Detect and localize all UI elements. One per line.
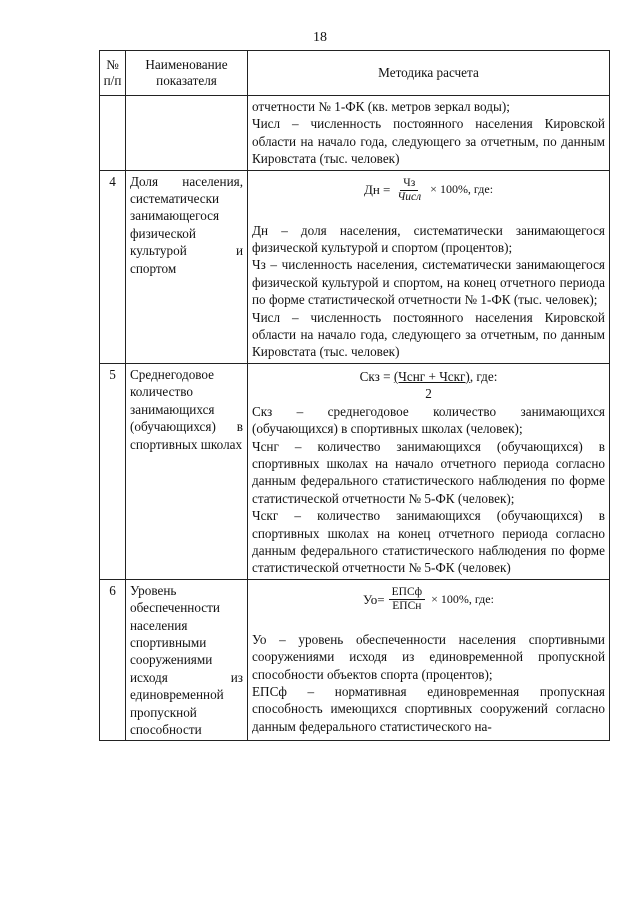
formula-tail: , где: — [469, 368, 498, 384]
formula-numerator: (Чснг + Чскг) — [393, 368, 470, 384]
formula-denominator: 2 — [425, 386, 432, 402]
method-cell — [248, 579, 610, 741]
table-row-6 — [100, 579, 610, 741]
formula-uo — [252, 586, 605, 613]
table-row-4 — [100, 170, 610, 363]
formula-lhs: Дн = — [363, 182, 391, 198]
method-line: Уо – уровень обеспеченности населения спортивными сооружениями исходя из единовременной пропускной способности объектов спорта (процентов); — [252, 631, 605, 682]
method-line: отчетности № 1-ФК (кв. метров зеркал воды); — [252, 99, 510, 114]
row-number: 6 — [100, 579, 126, 741]
header-method: Методика расчета — [248, 51, 610, 96]
method-line: Чз – численность населения, систематически занимающегося физической культурой и спортом, на конец отчетного периода по форме статистической отчетности № 1-ФК (тыс. человек); — [252, 257, 605, 308]
method-line: Чскг – количество занимающихся (обучающихся) в спортивных школах на конец отчетного периода согласно данным федерального статистического наблюдения по форме статистической отчетности № 5-ФК (человек) — [252, 508, 605, 576]
formula-denominator: Числ — [397, 190, 422, 203]
indicators-table — [99, 50, 610, 741]
header-name: Наименование показателя — [126, 51, 248, 96]
row-number: 5 — [100, 363, 126, 579]
formula-tail: × 100%, где: — [430, 182, 494, 197]
method-line: ЕПСф – нормативная единовременная пропускная способность имеющихся спортивных сооружений согласно данным федерального статистического на- — [252, 683, 605, 734]
page-number: 18 — [313, 30, 327, 45]
continuation-name — [126, 96, 248, 171]
method-line: Скз – среднегодовое количество занимающихся (обучающихся) в спортивных школах (человек); — [252, 403, 605, 437]
indicator-name: Доля населения, систематически занимающегося физической культурой и спортом — [126, 170, 248, 363]
row-number: 4 — [100, 170, 126, 363]
formula-lhs: Скз = — [359, 368, 391, 384]
formula-numerator: ЕПСф — [389, 586, 425, 600]
continuation-num — [100, 96, 126, 171]
header-num: № п/п — [100, 51, 126, 96]
method-line: Числ – численность постоянного населения Кировской области на начало года, следующего за отчетным, по данным Кировстата (тыс. человек) — [252, 309, 605, 360]
table-header-row — [100, 51, 610, 96]
method-line: Чснг – количество занимающихся (обучающихся) в спортивных школах на начало отчетного периода согласно данным федерального статистического наблюдения по форме статистической отчетности № 5-ФК (человек); — [252, 438, 605, 506]
table-row-continuation — [100, 96, 610, 171]
table-row-5 — [100, 363, 610, 579]
indicator-name: Среднегодовое количество занимающихся (обучающихся) в спортивных школах — [126, 363, 248, 579]
method-cell — [248, 170, 610, 363]
continuation-method — [248, 96, 610, 171]
formula-denominator: ЕПСн — [392, 599, 422, 612]
formula-skz — [252, 368, 605, 403]
formula-fraction — [389, 586, 425, 613]
method-cell — [248, 363, 610, 579]
indicator-name: Уровень обеспеченности населения спортивными сооружениями исходя из единовременной пропускной способности — [126, 579, 248, 741]
method-line: Числ – численность постоянного населения Кировской области на начало года, следующего за отчетным, по данным Кировстата (тыс. человек) — [252, 116, 605, 167]
formula-numerator: Чз — [400, 177, 418, 191]
formula-lhs: Уо= — [363, 591, 385, 607]
formula-tail: × 100%, где: — [431, 591, 494, 606]
formula-fraction — [394, 177, 424, 204]
method-line: Дн – доля населения, систематически занимающегося физической культурой и спортом (процентов); — [252, 222, 605, 256]
formula-dn — [252, 177, 605, 204]
